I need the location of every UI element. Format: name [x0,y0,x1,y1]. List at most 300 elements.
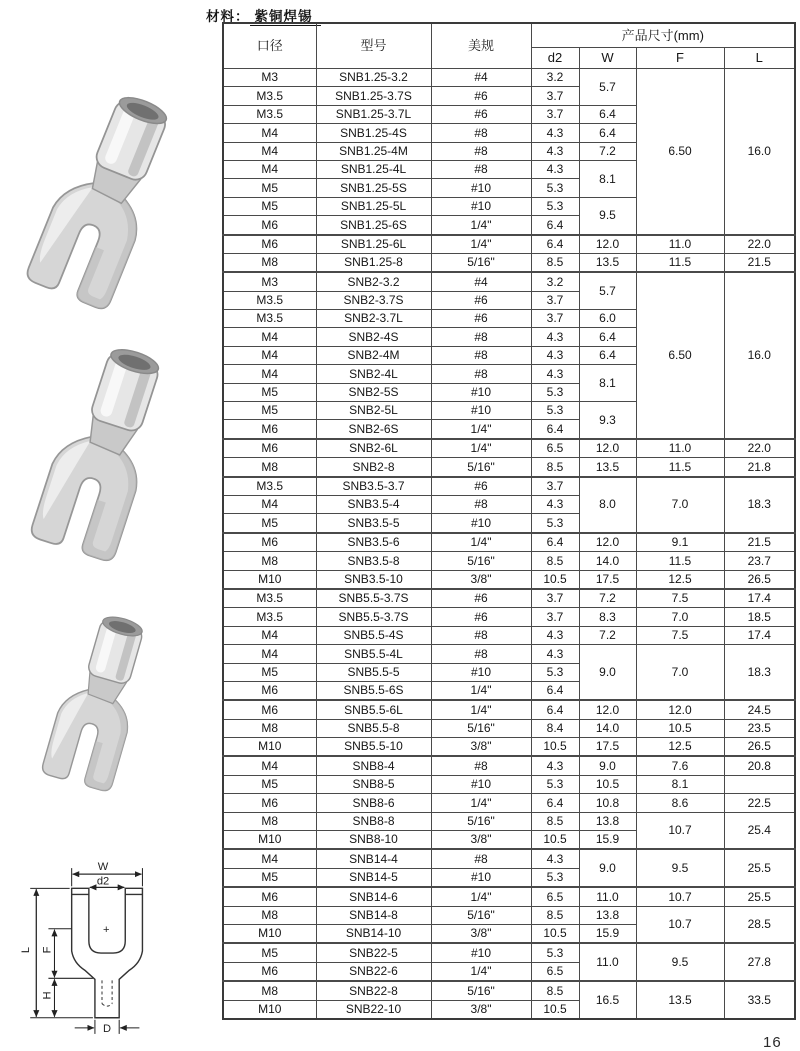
cell-w: 15.9 [579,831,636,850]
cell-bore: M5 [223,868,316,887]
cell-us-spec: #6 [431,310,531,328]
cell-model: SNB22-6 [316,962,431,981]
cell-w: 13.8 [579,812,636,830]
cell-bore: M8 [223,458,316,477]
cell-us-spec: #6 [431,105,531,123]
cell-w: 15.9 [579,924,636,943]
cell-f: 12.0 [636,700,724,719]
cell-l: 18.3 [724,477,795,533]
cell-f: 11.0 [636,439,724,458]
cell-d2: 6.5 [531,887,579,906]
cell-d2: 10.5 [531,738,579,757]
cell-d2: 5.3 [531,868,579,887]
cell-f: 7.0 [636,608,724,626]
table-row [223,943,795,962]
cell-model: SNB1.25-4M [316,142,431,160]
cell-us-spec: #8 [431,124,531,142]
cell-bore: M6 [223,962,316,981]
cell-w: 8.0 [579,477,636,533]
cell-l: 25.4 [724,812,795,849]
cell-us-spec: #10 [431,197,531,215]
cell-model: SNB5.5-6L [316,700,431,719]
cell-d2: 3.7 [531,87,579,105]
cell-us-spec: 1/4" [431,794,531,812]
cell-us-spec: 1/4" [431,235,531,254]
cell-d2: 8.5 [531,458,579,477]
cell-l: 28.5 [724,906,795,943]
cell-bore: M3.5 [223,477,316,496]
cell-w: 12.0 [579,533,636,552]
cell-d2: 5.3 [531,514,579,533]
cell-model: SNB3.5-5 [316,514,431,533]
cell-model: SNB8-10 [316,831,431,850]
cell-model: SNB14-4 [316,849,431,868]
cell-us-spec: #8 [431,142,531,160]
cell-d2: 4.3 [531,626,579,644]
cell-d2: 4.3 [531,142,579,160]
cell-model: SNB5.5-6S [316,681,431,700]
cell-l: 17.4 [724,626,795,644]
cell-f: 8.6 [636,794,724,812]
cell-d2: 6.4 [531,235,579,254]
cell-us-spec: #8 [431,756,531,775]
cell-w: 7.2 [579,142,636,160]
cell-us-spec: 3/8" [431,1000,531,1019]
cell-bore: M8 [223,906,316,924]
cell-bore: M8 [223,253,316,272]
cell-model: SNB1.25-4L [316,160,431,178]
table-row [223,235,795,254]
table-row [223,887,795,906]
table-row [223,719,795,737]
cell-bore: M10 [223,831,316,850]
col-header-bore: 口径 [223,23,316,69]
cell-bore: M3.5 [223,608,316,626]
page-number: 16 [763,1034,782,1051]
cell-w: 6.4 [579,346,636,364]
cell-us-spec: #8 [431,160,531,178]
cell-d2: 5.3 [531,663,579,681]
cell-us-spec: #8 [431,849,531,868]
cell-w: 9.0 [579,756,636,775]
cell-w: 9.3 [579,402,636,439]
cell-bore: M8 [223,719,316,737]
cell-bore: M3 [223,69,316,87]
cell-model: SNB22-10 [316,1000,431,1019]
cell-us-spec: #6 [431,87,531,105]
cell-model: SNB5.5-3.7S [316,589,431,608]
cell-us-spec: #8 [431,495,531,513]
cell-model: SNB3.5-6 [316,533,431,552]
cell-w: 9.0 [579,645,636,701]
cell-w: 6.0 [579,310,636,328]
cell-us-spec: #4 [431,272,531,291]
col-header-l: L [724,48,795,69]
table-row [223,906,795,924]
cell-us-spec: #10 [431,402,531,420]
cell-w: 6.4 [579,124,636,142]
cell-model: SNB5.5-4S [316,626,431,644]
table-row [223,69,795,87]
cell-model: SNB2-5L [316,402,431,420]
cell-bore: M4 [223,142,316,160]
cell-model: SNB22-5 [316,943,431,962]
cell-model: SNB2-8 [316,458,431,477]
cell-l: 16.0 [724,272,795,439]
cell-f: 10.7 [636,812,724,849]
cell-model: SNB3.5-8 [316,552,431,570]
cell-us-spec: 1/4" [431,533,531,552]
cell-bore: M5 [223,402,316,420]
cell-w: 6.4 [579,328,636,346]
cell-us-spec: #8 [431,645,531,663]
cell-bore: M3.5 [223,310,316,328]
diagram-plus-mark: + [103,923,110,936]
cell-l: 22.0 [724,439,795,458]
cell-bore: M6 [223,439,316,458]
cell-f: 10.5 [636,719,724,737]
cell-bore: M5 [223,197,316,215]
cell-bore: M6 [223,681,316,700]
cell-l: 25.5 [724,887,795,906]
cell-bore: M10 [223,924,316,943]
cell-model: SNB14-10 [316,924,431,943]
cell-us-spec: 1/4" [431,887,531,906]
cell-us-spec: 1/4" [431,962,531,981]
table-row [223,738,795,757]
table-row [223,700,795,719]
cell-w: 10.5 [579,775,636,793]
cell-bore: M4 [223,849,316,868]
cell-model: SNB1.25-3.2 [316,69,431,87]
cell-w: 8.3 [579,608,636,626]
cell-w: 13.8 [579,906,636,924]
cell-bore: M10 [223,570,316,589]
cell-d2: 4.3 [531,849,579,868]
table-row [223,981,795,1000]
cell-l: 26.5 [724,570,795,589]
cell-l: 18.5 [724,608,795,626]
col-header-model: 型号 [316,23,431,69]
cell-bore: M5 [223,383,316,401]
cell-d2: 10.5 [531,924,579,943]
dim-label-d: D [103,1022,112,1035]
cell-d2: 10.5 [531,570,579,589]
cell-model: SNB2-3.2 [316,272,431,291]
cell-model: SNB2-3.7L [316,310,431,328]
table-row [223,458,795,477]
cell-model: SNB1.25-8 [316,253,431,272]
cell-l: 25.5 [724,849,795,887]
cell-bore: M8 [223,812,316,830]
cell-model: SNB8-6 [316,794,431,812]
cell-w: 14.0 [579,552,636,570]
cell-us-spec: #10 [431,179,531,197]
fork-outline [72,888,143,1017]
cell-bore: M6 [223,887,316,906]
cell-w: 11.0 [579,887,636,906]
table-row [223,608,795,626]
cell-f: 12.5 [636,570,724,589]
cell-d2: 4.3 [531,124,579,142]
cell-d2: 4.3 [531,495,579,513]
cell-model: SNB14-6 [316,887,431,906]
cell-us-spec: #8 [431,328,531,346]
cell-d2: 3.7 [531,291,579,309]
cell-d2: 5.3 [531,179,579,197]
fork-terminal-photo-1 [8,84,192,334]
cell-model: SNB2-6S [316,420,431,439]
cell-bore: M6 [223,216,316,235]
cell-d2: 10.5 [531,1000,579,1019]
cell-d2: 8.5 [531,906,579,924]
dim-label-h: H [41,991,54,1000]
cell-bore: M4 [223,756,316,775]
cell-w: 12.0 [579,439,636,458]
cell-f: 12.5 [636,738,724,757]
cell-bore: M3.5 [223,87,316,105]
table-row [223,756,795,775]
cell-us-spec: #10 [431,663,531,681]
cell-d2: 5.3 [531,197,579,215]
cell-d2: 6.4 [531,794,579,812]
cell-bore: M3.5 [223,589,316,608]
cell-f: 7.0 [636,645,724,701]
cell-l: 16.0 [724,69,795,235]
cell-us-spec: 5/16" [431,253,531,272]
cell-f: 7.5 [636,626,724,644]
cell-w: 12.0 [579,235,636,254]
cell-f: 8.1 [636,775,724,793]
col-header-f: F [636,48,724,69]
cell-d2: 4.3 [531,346,579,364]
cell-bore: M3 [223,272,316,291]
cell-w: 6.4 [579,105,636,123]
cell-w: 11.0 [579,943,636,981]
cell-model: SNB2-4M [316,346,431,364]
cell-us-spec: 3/8" [431,570,531,589]
cell-model: SNB1.25-3.7S [316,87,431,105]
fork-terminal-photo-2 [2,338,196,586]
cell-w: 9.0 [579,849,636,887]
cell-bore: M4 [223,365,316,383]
cell-d2: 6.4 [531,533,579,552]
table-row [223,812,795,830]
cell-f: 7.6 [636,756,724,775]
fork-terminal-photo-3 [10,608,182,812]
cell-d2: 6.5 [531,962,579,981]
cell-w: 5.7 [579,69,636,106]
cell-w: 5.7 [579,272,636,309]
cell-bore: M6 [223,700,316,719]
cell-l: 33.5 [724,981,795,1019]
table-row [223,775,795,793]
cell-f: 7.0 [636,477,724,533]
cell-d2: 3.7 [531,589,579,608]
cell-us-spec: #6 [431,608,531,626]
cell-bore: M4 [223,626,316,644]
cell-us-spec: #10 [431,775,531,793]
cell-l: 18.3 [724,645,795,701]
cell-d2: 6.4 [531,700,579,719]
table-row [223,253,795,272]
cell-us-spec: #8 [431,365,531,383]
cell-l: 27.8 [724,943,795,981]
cell-d2: 6.4 [531,681,579,700]
cell-model: SNB1.25-5L [316,197,431,215]
cell-d2: 4.3 [531,328,579,346]
cell-f: 10.7 [636,887,724,906]
cell-w: 13.5 [579,458,636,477]
cell-us-spec: #8 [431,626,531,644]
cell-bore: M6 [223,420,316,439]
table-row [223,272,795,291]
cell-bore: M5 [223,943,316,962]
cell-model: SNB14-8 [316,906,431,924]
cell-w: 7.2 [579,589,636,608]
cell-d2: 8.5 [531,253,579,272]
material-label: 材料： [206,9,250,24]
cell-w: 13.5 [579,253,636,272]
cell-l: 21.8 [724,458,795,477]
cell-bore: M6 [223,794,316,812]
cell-model: SNB1.25-3.7L [316,105,431,123]
cell-us-spec: 5/16" [431,458,531,477]
cell-w: 8.1 [579,365,636,402]
table-row [223,589,795,608]
cell-us-spec: 5/16" [431,812,531,830]
cell-model: SNB8-8 [316,812,431,830]
cell-f: 9.1 [636,533,724,552]
cell-d2: 5.3 [531,943,579,962]
cell-bore: M8 [223,981,316,1000]
cell-l: 22.0 [724,235,795,254]
cell-f: 9.5 [636,849,724,887]
cell-us-spec: 5/16" [431,719,531,737]
cell-bore: M5 [223,775,316,793]
cell-us-spec: 1/4" [431,439,531,458]
table-row [223,626,795,644]
cell-d2: 3.2 [531,69,579,87]
cell-bore: M8 [223,552,316,570]
cell-bore: M4 [223,124,316,142]
cell-us-spec: #6 [431,291,531,309]
cell-d2: 5.3 [531,775,579,793]
cell-model: SNB1.25-6S [316,216,431,235]
cell-bore: M4 [223,346,316,364]
cell-model: SNB5.5-4L [316,645,431,663]
cell-us-spec: 3/8" [431,831,531,850]
cell-d2: 8.5 [531,981,579,1000]
dim-l [30,888,93,1017]
cell-l: 20.8 [724,756,795,775]
cell-us-spec: #10 [431,514,531,533]
cell-bore: M4 [223,645,316,663]
cell-model: SNB1.25-4S [316,124,431,142]
cell-f: 10.7 [636,906,724,943]
cell-l: 17.4 [724,589,795,608]
cell-us-spec: 5/16" [431,981,531,1000]
cell-d2: 3.7 [531,105,579,123]
cell-bore: M4 [223,160,316,178]
cell-us-spec: 1/4" [431,700,531,719]
cell-w: 17.5 [579,738,636,757]
cell-us-spec: #10 [431,383,531,401]
table-row [223,552,795,570]
cell-model: SNB5.5-8 [316,719,431,737]
cell-l: 21.5 [724,253,795,272]
dim-label-l: L [20,946,33,954]
cell-bore: M3.5 [223,291,316,309]
cell-d2: 8.5 [531,552,579,570]
cell-d2: 8.4 [531,719,579,737]
cell-us-spec: 1/4" [431,420,531,439]
cell-model: SNB1.25-6L [316,235,431,254]
cell-model: SNB5.5-5 [316,663,431,681]
cell-model: SNB8-4 [316,756,431,775]
cell-d2: 3.2 [531,272,579,291]
cell-d2: 4.3 [531,160,579,178]
cell-d2: 4.3 [531,365,579,383]
table-row [223,570,795,589]
cell-l [724,775,795,793]
dim-label-f: F [41,946,54,954]
col-header-w: W [579,48,636,69]
cell-us-spec: 3/8" [431,738,531,757]
table-row [223,439,795,458]
cell-us-spec: 1/4" [431,216,531,235]
cell-w: 16.5 [579,981,636,1019]
cell-bore: M4 [223,495,316,513]
cell-d2: 3.7 [531,477,579,496]
cell-us-spec: #10 [431,943,531,962]
cell-model: SNB1.25-5S [316,179,431,197]
cell-bore: M5 [223,514,316,533]
cell-bore: M10 [223,738,316,757]
cell-model: SNB22-8 [316,981,431,1000]
cell-us-spec: 3/8" [431,924,531,943]
cell-model: SNB2-3.7S [316,291,431,309]
cell-w: 7.2 [579,626,636,644]
cell-f: 7.5 [636,589,724,608]
material-value: 紫铜焊锡 [250,9,321,26]
cell-l: 23.5 [724,719,795,737]
cell-f: 11.5 [636,458,724,477]
cell-d2: 5.3 [531,383,579,401]
cell-d2: 3.7 [531,608,579,626]
cell-us-spec: #8 [431,346,531,364]
cell-d2: 4.3 [531,756,579,775]
cell-w: 12.0 [579,700,636,719]
cell-model: SNB2-4S [316,328,431,346]
cell-model: SNB14-5 [316,868,431,887]
cell-l: 26.5 [724,738,795,757]
cell-us-spec: 1/4" [431,681,531,700]
cell-d2: 8.5 [531,812,579,830]
dim-label-d2: d2 [96,875,110,888]
cell-us-spec: #4 [431,69,531,87]
cell-f: 11.5 [636,552,724,570]
cell-f: 9.5 [636,943,724,981]
cell-bore: M3.5 [223,105,316,123]
table-row [223,477,795,496]
table-row [223,645,795,663]
cell-bore: M10 [223,1000,316,1019]
cell-model: SNB2-5S [316,383,431,401]
col-header-size-group: 产品尺寸(mm) [531,23,795,48]
cell-d2: 6.5 [531,439,579,458]
cell-bore: M4 [223,328,316,346]
